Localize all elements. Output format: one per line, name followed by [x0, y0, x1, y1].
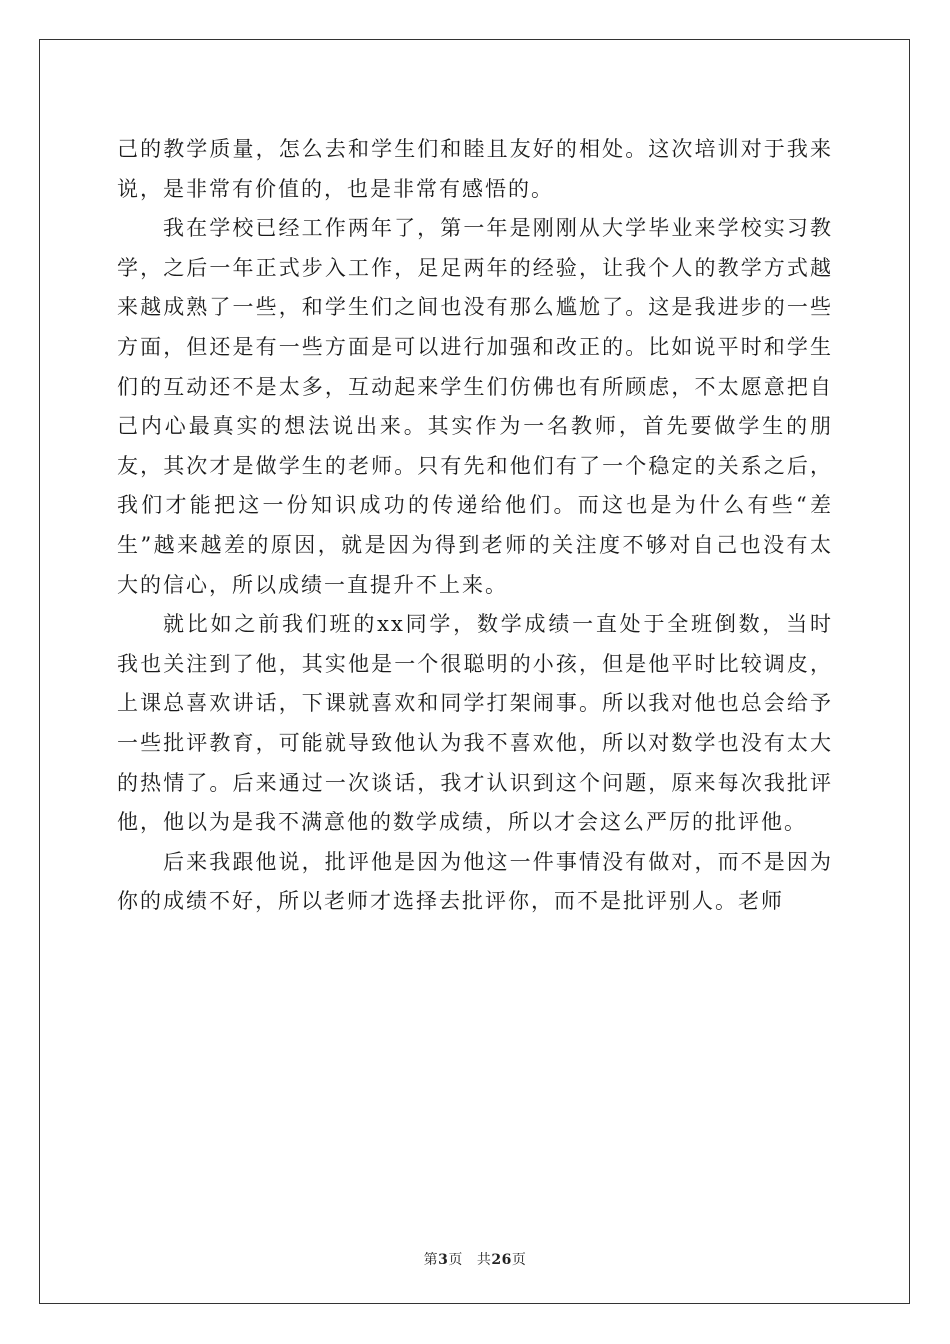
page-suffix: 页	[448, 1252, 463, 1268]
total-pages: 26	[491, 1252, 512, 1268]
total-prefix: 共	[476, 1252, 492, 1268]
page-prefix: 第	[423, 1252, 439, 1268]
page-footer	[0, 1249, 950, 1269]
total-suffix: 页	[511, 1252, 527, 1268]
paragraph-4: 后来我跟他说，批评他是因为他这一件事情没有做对，而不是因为你的成绩不好，所以老师才选择去批评你，而不是批评别人。老师	[117, 849, 833, 914]
paragraph-2: 我在学校已经工作两年了，第一年是刚刚从大学毕业来学校实习教学，之后一年正式步入工作，足足两年的经验，让我个人的教学方式越来越成熟了一些，和学生们之间也没有那么尴尬了。这是我进步的一些方面，但还是有一些方面是可以进行加强和改正的。比如说平时和学生们的互动还不是太多，互动起来学生们仿佛也有所顾虑，不太愿意把自己内心最真实的想法说出来。其实作为一名教师，首先要做学生的朋友，其次才是做学生的老师。只有先和他们有了一个稳定的关系之后，我们才能把这一份知识成功的传递给他们。而这也是为什么有些“差生”越来越差的原因，就是因为得到老师的关注度不够对自己也没有太大的信心，所以成绩一直提升不上来。	[117, 216, 833, 597]
paragraph-1: 己的教学质量，怎么去和学生们和睦且友好的相处。这次培训对于我来说，是非常有价值的，也是非常有感悟的。	[117, 137, 833, 201]
document-body	[117, 130, 833, 922]
paragraph-3: 就比如之前我们班的xx同学，数学成绩一直处于全班倒数，当时我也关注到了他，其实他是一个很聪明的小孩，但是他平时比较调皮，上课总喜欢讲话，下课就喜欢和同学打架闹事。所以我对他也总会给予一些批评教育，可能就导致他认为我不喜欢他，所以对数学也没有太大的热情了。后来通过一次谈话，我才认识到这个问题，原来每次我批评他，他以为是我不满意他的数学成绩，所以才会这么严厉的批评他。	[117, 612, 833, 835]
page-number: 3	[438, 1252, 449, 1268]
